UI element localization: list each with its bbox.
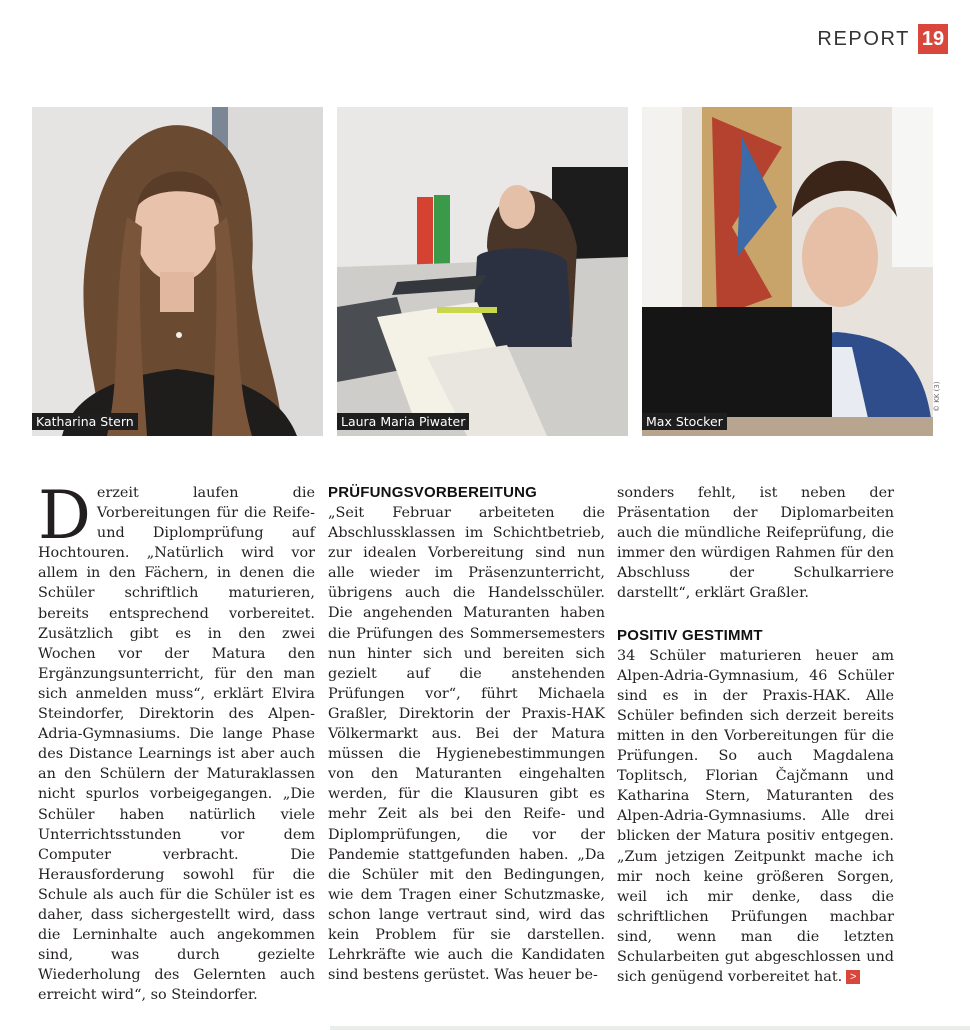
page-number-badge: 19 <box>918 24 948 54</box>
photo-caption: Max Stocker <box>642 413 727 430</box>
article-column-2 <box>328 483 605 985</box>
article-column-3 <box>617 483 894 987</box>
page-header <box>817 24 948 54</box>
photo-max-stocker <box>642 107 933 436</box>
subheading-positiv-gestimmt: POSITIV GESTIMMT <box>617 626 763 644</box>
article-column-1 <box>38 477 315 1005</box>
article-text: erzeit laufen die Vorbereitungen für die Reife- und Diplomprüfung auf Hochtouren. „Natürlich wird vor allem in den Fächern, in denen die Schüler schriftlich maturieren, bereits entsprechend vorbereitet. Zusätzlich gibt es in den zwei Wochen vor der Matura den Ergänzungsunterricht, für den man sich anmelden muss“, erklärt Elvira Steindorfer, Direktorin des Alpen-Adria-Gymnasiums. Die lange Phase des Distance Learnings ist aber auch an den Schülern der Maturaklassen nicht spurlos vorbeigegangen. „Die Schüler haben natürlich viele Unterrichtsstunden vor dem Computer verbracht. Die Herausforderung sowohl für die Schule als auch für die Schüler ist es daher, dass sichergestellt wird, dass die Lerninhalte auch angekommen sind, was durch gezielte Wiederholung des Gelernten auch erreicht wird“, so Steindorfer. <box>38 485 315 1004</box>
photo-laura-maria-piwater <box>337 107 628 436</box>
article-paragraph <box>38 477 315 1005</box>
photo-caption: Laura Maria Piwater <box>337 413 469 430</box>
footer-rule <box>330 1026 970 1030</box>
subheading-pruefungsvorbereitung: PRÜFUNGSVORBEREITUNG <box>328 484 538 501</box>
article-text: 34 Schüler maturieren heuer am Alpen-Adria-Gymnasium, 46 Schüler sind es in der Praxis-HAK. Alle Schüler befinden sich derzeit bereits mitten in den Vorbereitungen für die Prüfungen. So auch Magdalena Toplitsch, Florian Čajčmann und Katharina Stern, Maturanten des Alpen-Adria-Gymnasiums. Alle drei blicken der Matura positiv entgegen. „Zum jetzigen Zeitpunkt mache ich mir noch keine größeren Sorgen, weil ich mir denke, dass die schriftlichen Prüfungen machbar sind, wenn man die letzten Schularbeiten gut abgeschlossen und sich genügend vorbereitet hat. <box>617 647 894 986</box>
desk-study-image <box>337 107 628 436</box>
photo-katharina-stern <box>32 107 323 436</box>
article-paragraph <box>617 646 894 988</box>
portrait-image <box>32 107 323 436</box>
photo-caption: Katharina Stern <box>32 413 138 430</box>
drop-cap: D <box>38 477 91 554</box>
end-of-article-marker: > <box>846 970 860 984</box>
photo-credit: © KK (3) <box>933 381 941 412</box>
section-label: REPORT <box>817 27 910 50</box>
computer-study-image <box>642 107 933 436</box>
article-text: „Seit Februar arbeiteten die Abschlussklassen im Schichtbetrieb, zur idealen Vorbereitung sind nun alle wieder im Präsenzunterricht, übrigens auch die Handelsschüler. Die angehenden Maturanten haben die Prüfungen des Sommersemesters nun hinter sich und bereiten sich gezielt auf die anstehenden Prüfungen vor“, führt Michaela Graßler, Direktorin der Praxis-HAK Völkermarkt aus. Bei der Matura müssen die Hygienebestimmungen von den Maturanten eingehalten werden, für die Klausuren gibt es mehr Zeit als bei den Reife- und Diplomprüfungen, die vor der Pandemie stattgefunden haben. „Da die Schüler mit den Bedingungen, wie dem Tragen einer Schutzmaske, schon lange vertraut sind, wird das kein Problem für sie darstellen. Lehrkräfte wie auch die Kandidaten sind bestens gerüstet. Was heuer be- <box>328 505 605 984</box>
article-text: sonders fehlt, ist neben der Präsentation der Diplomarbeiten auch die mündliche Reifeprüfung, die immer den würdigen Rahmen für den Abschluss der Schulkarriere darstellt“, erklärt Graßler. <box>617 485 894 602</box>
